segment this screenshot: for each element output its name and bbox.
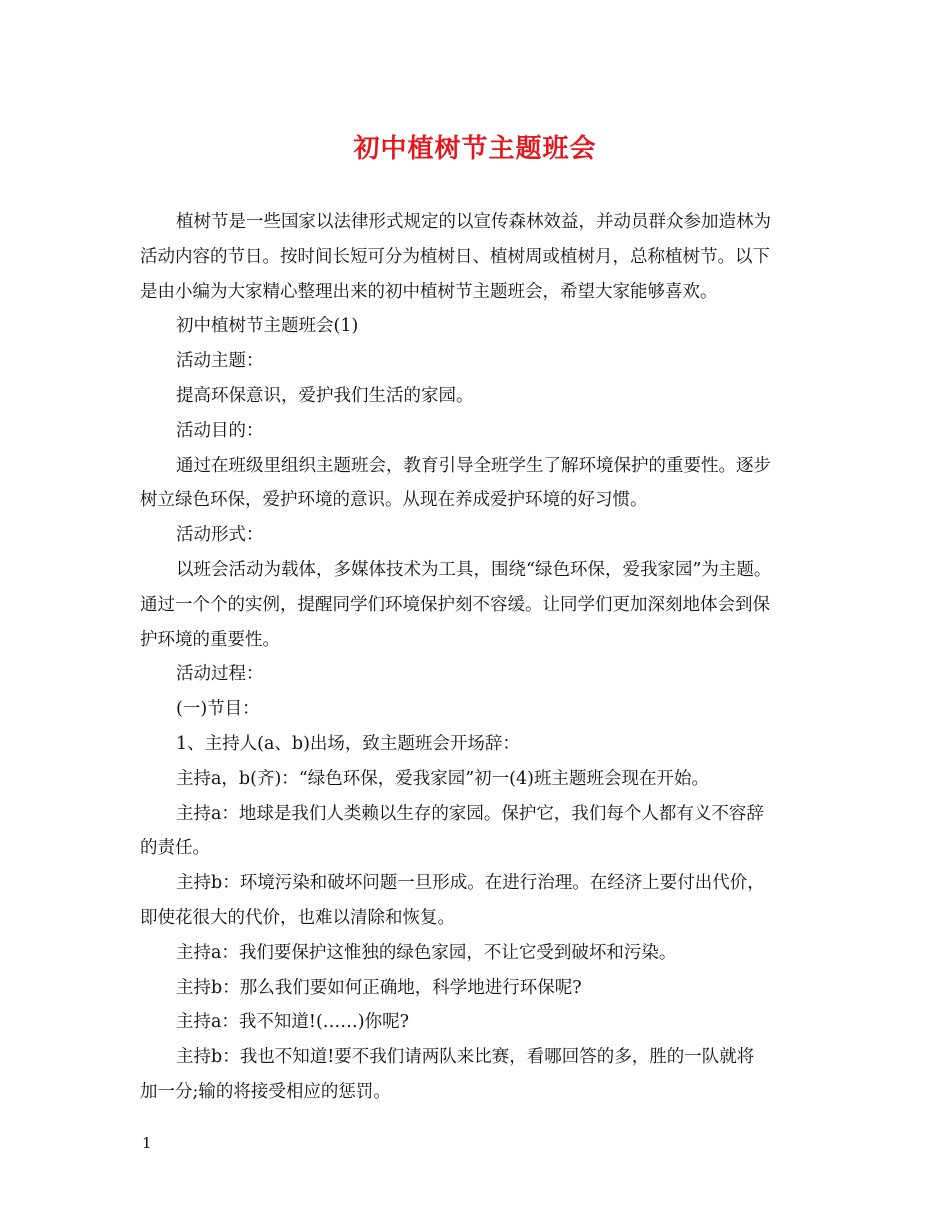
paragraph xyxy=(140,205,820,309)
paragraph-line: 的责任。 xyxy=(140,838,210,859)
paragraph xyxy=(140,727,820,762)
paragraph-line: 加一分;输的将接受相应的惩罚。 xyxy=(140,1081,391,1102)
paragraph-line: 活动主题： xyxy=(176,351,264,372)
paragraph-line: 主持b：那么我们要如何正确地，科学地进行环保呢? xyxy=(176,977,582,998)
paragraph-line: 主持b：环境污染和破坏问题一旦形成。在进行治理。在经济上要付出代价， xyxy=(176,873,765,894)
paragraph-line: 通过在班级里组织主题班会，教育引导全班学生了解环境保护的重要性。逐步 xyxy=(176,455,771,476)
paragraph-line: 初中植树节主题班会(1) xyxy=(176,316,359,337)
paragraph-line: 1、主持人(a、b)出场，致主题班会开场辞： xyxy=(176,733,520,754)
paragraph-line: 活动过程： xyxy=(176,664,264,685)
paragraph-line: 提高环保意识，爱护我们生活的家园。 xyxy=(176,385,474,406)
paragraph-line: 通过一个个的实例，提醒同学们环境保护刻不容缓。让同学们更加深刻地体会到保 xyxy=(140,594,770,615)
paragraph-line: 主持a：我们要保护这惟独的绿色家园，不让它受到破坏和污染。 xyxy=(176,942,677,963)
paragraph xyxy=(140,692,820,727)
paragraph-line: 树立绿色环保，爱护环境的意识。从现在养成爱护环境的好习惯。 xyxy=(140,490,648,511)
paragraph-line: 是由小编为大家精心整理出来的初中植树节主题班会，希望大家能够喜欢。 xyxy=(140,281,718,302)
paragraph xyxy=(140,344,820,379)
paragraph-line: 护环境的重要性。 xyxy=(140,629,280,650)
page-number: 1 xyxy=(142,1134,152,1152)
paragraph-line: 主持b：我也不知道!要不我们请两队来比赛，看哪回答的多，胜的一队就将 xyxy=(176,1047,755,1068)
paragraph xyxy=(140,518,820,553)
paragraph-line: 以班会活动为载体，多媒体技术为工具，围绕“绿色环保，爱我家园”为主题。 xyxy=(176,559,772,580)
paragraph-line: 植树节是一些国家以法律形式规定的以宣传森林效益，并动员群众参加造林为 xyxy=(176,212,771,232)
paragraph-line: 活动内容的节日。按时间长短可分为植树日、植树周或植树月，总称植树节。以下 xyxy=(140,246,770,267)
paragraph xyxy=(140,449,820,519)
document-title: 初中植树节主题班会 xyxy=(353,134,597,164)
document-body xyxy=(140,205,820,1110)
paragraph-line: 主持a：地球是我们人类赖以生存的家园。保护它，我们每个人都有义不容辞 xyxy=(176,803,764,824)
paragraph xyxy=(140,309,820,344)
paragraph xyxy=(140,657,820,692)
paragraph-line: 活动目的： xyxy=(176,420,264,441)
paragraph-line: 主持a：我不知道!(……)你呢? xyxy=(176,1012,410,1033)
paragraph xyxy=(140,936,820,971)
paragraph-line: 即使花很大的代价，也难以清除和恢复。 xyxy=(140,907,455,928)
paragraph-line: 主持a，b(齐)：“绿色环保，爱我家园”初一(4)班主题班会现在开始。 xyxy=(176,768,709,789)
paragraph xyxy=(140,797,820,867)
paragraph-line: 活动形式： xyxy=(176,525,264,546)
paragraph-line: (一)节目： xyxy=(176,699,260,720)
paragraph xyxy=(140,414,820,449)
paragraph xyxy=(140,1040,820,1110)
paragraph xyxy=(140,971,820,1006)
paragraph xyxy=(140,379,820,414)
paragraph xyxy=(140,866,820,936)
paragraph xyxy=(140,1005,820,1040)
paragraph xyxy=(140,762,820,797)
paragraph xyxy=(140,553,820,657)
